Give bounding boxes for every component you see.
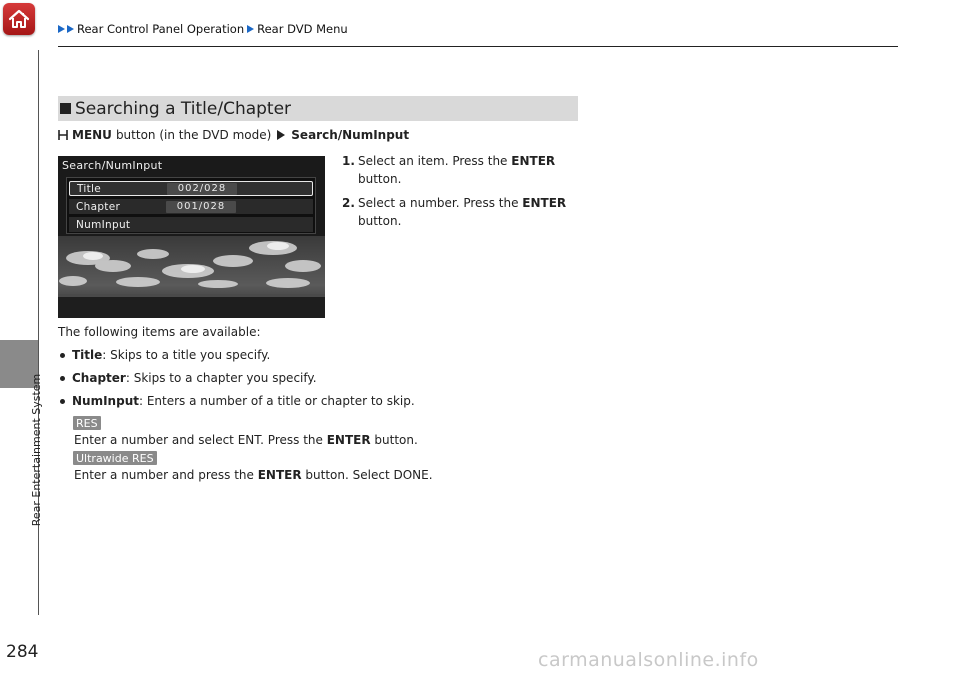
menu-item-label: NumInput [76, 218, 131, 231]
step-number: 1. [342, 154, 355, 168]
screen-title: Search/NumInput [62, 159, 163, 172]
chapter-label: Rear Entertainment System [30, 373, 43, 527]
step-item [342, 194, 582, 230]
ultrawide-text-end: button. Select DONE. [301, 468, 433, 482]
ultrawide-instruction [74, 468, 433, 482]
ultrawide-res-badge: Ultrawide RES [73, 451, 157, 465]
step-key: ENTER [522, 196, 567, 210]
menu-item-chapter[interactable] [69, 199, 313, 214]
dvd-screen [58, 156, 325, 318]
breadcrumb [58, 22, 348, 36]
items-intro: The following items are available: [58, 325, 261, 339]
item-term: NumInput [72, 394, 139, 408]
res-text-end: button. [370, 433, 418, 447]
sky-background-image [58, 236, 325, 318]
breadcrumb-arrow-icon [58, 25, 65, 33]
section-title: Searching a Title/Chapter [75, 98, 292, 119]
watermark: carmanualsonline.info [538, 649, 759, 671]
menu-item-label: Title [77, 182, 102, 195]
navigation-path [58, 128, 409, 142]
step-key: ENTER [511, 154, 556, 168]
item-desc: : Skips to a title you specify. [102, 348, 271, 362]
res-text: Enter a number and select ENT. Press the [74, 433, 327, 447]
breadcrumb-item-rear-dvd-menu[interactable]: Rear DVD Menu [257, 22, 348, 36]
menu-item-value: 002/028 [167, 183, 237, 195]
res-key: ENTER [326, 433, 371, 447]
bullet-icon [60, 376, 65, 381]
screen-menu [66, 177, 316, 234]
ultrawide-key: ENTER [257, 468, 302, 482]
step-text: Select an item. Press the [358, 154, 512, 168]
section-header [58, 96, 578, 121]
res-badge: RES [73, 416, 101, 430]
menu-item-title[interactable] [69, 181, 313, 196]
breadcrumb-arrow-icon [67, 25, 74, 33]
item-term: Title [72, 348, 103, 362]
bullet-icon [60, 353, 65, 358]
menu-button-label: MENU [72, 128, 112, 142]
menu-item-label: Chapter [76, 200, 121, 213]
home-button[interactable] [3, 3, 35, 35]
steps-list [342, 152, 582, 236]
home-key-icon [58, 129, 68, 141]
step-text-end: button. [358, 172, 402, 186]
step-number: 2. [342, 196, 355, 210]
item-desc: : Skips to a chapter you specify. [125, 371, 317, 385]
step-item [342, 152, 582, 188]
menu-target: Search/NumInput [291, 128, 410, 142]
square-bullet-icon [60, 103, 71, 114]
step-text-end: button. [358, 214, 402, 228]
list-item [58, 348, 270, 362]
list-item [58, 371, 317, 385]
menu-item-value: 001/028 [166, 201, 236, 213]
breadcrumb-item-rear-control-panel[interactable]: Rear Control Panel Operation [77, 22, 245, 36]
bullet-icon [60, 399, 65, 404]
page-number: 284 [6, 642, 39, 662]
sidebar-divider [38, 50, 39, 615]
step-text: Select a number. Press the [358, 196, 523, 210]
item-desc: : Enters a number of a title or chapter to skip. [138, 394, 415, 408]
path-arrow-icon [277, 130, 285, 140]
home-icon [7, 7, 31, 31]
header-divider [58, 46, 898, 47]
list-item [58, 394, 415, 408]
ultrawide-text: Enter a number and press the [74, 468, 258, 482]
menu-item-numinput[interactable] [69, 217, 313, 232]
item-term: Chapter [72, 371, 126, 385]
menu-button-context: button (in the DVD mode) [115, 128, 272, 142]
breadcrumb-arrow-icon [247, 25, 254, 33]
res-instruction [74, 433, 418, 447]
